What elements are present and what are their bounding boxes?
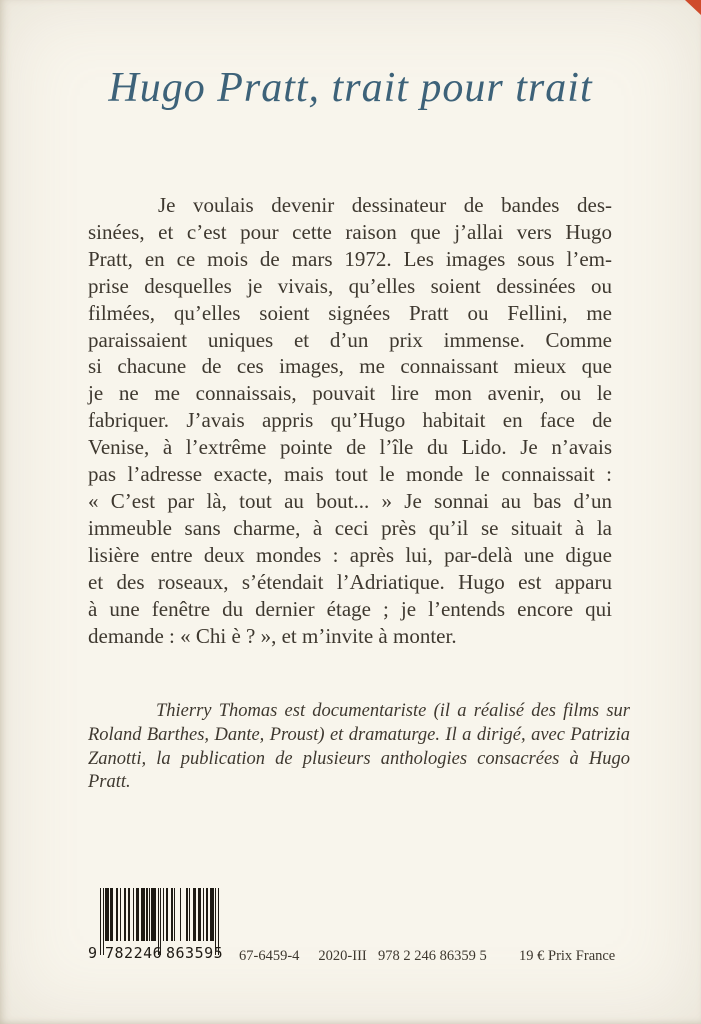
text-line: Je voulais devenir dessinateur de bandes des-: [158, 193, 612, 217]
back-cover-excerpt: [88, 192, 612, 649]
text-line: fabriquer. J’avais appris qu’Hugo habitait en face de: [88, 408, 612, 433]
text-line: immeuble sans charme, à ceci près qu’il se situait à la: [88, 515, 612, 540]
text-line: sinées, et c’est pour cette raison que j’allai vers Hugo: [88, 219, 612, 244]
text-line: Pratt, en ce mois de mars 1972. Les images sous l’em-: [88, 246, 612, 271]
text-line: Venise, à l’extrême pointe de l’île du Lido. Je n’avais: [88, 435, 612, 460]
author-bio: [88, 700, 630, 795]
text-line: filmées, qu’elles soient signées Pratt ou Fellini, me: [88, 300, 612, 325]
isbn-text: 978 2 246 86359 5: [378, 948, 487, 964]
text-line: à une fenêtre du dernier étage ; je l’entends encore qui: [88, 596, 612, 621]
print-reference-line: [239, 947, 367, 965]
print-code: 67-6459-4: [239, 948, 300, 964]
barcode-digits: [88, 945, 238, 962]
print-date: 2020-III: [318, 948, 367, 964]
text-line: « C’est par là, tout au bout... » Je sonnai au bas d’un: [88, 488, 612, 513]
text-line: et des roseaux, s’étendait l’Adriatique. Hugo est apparu: [88, 569, 612, 594]
text-line: pas l’adresse exacte, mais tout le monde le connaissait :: [88, 462, 612, 487]
text-line: Zanotti, la publication de plusieurs anthologies consacrées à Hugo Pratt.: [88, 748, 630, 793]
book-title: Hugo Pratt, trait pour trait: [108, 65, 593, 111]
front-cover-corner-sliver: [685, 0, 701, 15]
barcode: [88, 888, 238, 960]
text-line: si chacune de ces images, me connaissant mieux que: [88, 354, 612, 379]
text-line: Roland Barthes, Dante, Proust) et dramaturge. Il a dirigé, avec Patrizia: [88, 724, 630, 745]
text-line: je ne me connaissais, pouvait lire mon avenir, ou le: [88, 381, 612, 406]
price-text: 19 € Prix France: [519, 948, 616, 964]
barcode-digit-group-1: 782246: [105, 944, 163, 962]
text-line: prise desquelles je vivais, qu’elles soient dessinées ou: [88, 273, 612, 298]
text-line: lisière entre deux mondes : après lui, par-delà une digue: [88, 542, 612, 567]
text-line: Thierry Thomas est documentariste (il a réalisé des films sur: [156, 701, 630, 721]
text-line: paraissaient uniques et d’un prix immense. Comme: [88, 327, 612, 352]
barcode-leading-digit: 9: [88, 944, 98, 962]
text-line: demande : « Chi è ? », et m’invite à monter.: [88, 623, 457, 648]
barcode-digit-group-2: 863595: [166, 944, 224, 962]
